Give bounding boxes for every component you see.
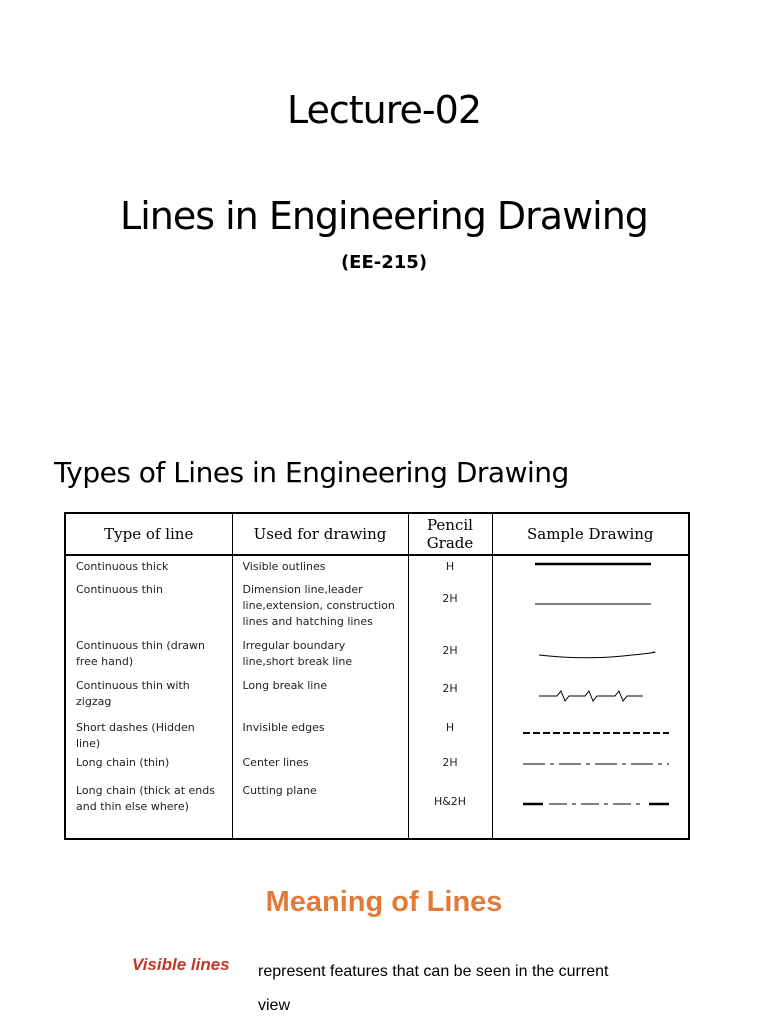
pencil-grade-cell: H <box>408 555 492 579</box>
continuous-thick-line-sample <box>493 558 689 578</box>
zigzag-line-sample <box>493 684 689 708</box>
header-used-for-drawing: Used for drawing <box>232 514 408 555</box>
header-pencil-grade: Pencil Grade <box>408 514 492 555</box>
line-type-cell: Continuous thin <box>76 583 163 596</box>
table-row <box>66 717 688 752</box>
line-use-cell: Irregular boundary line,short break line <box>232 635 408 675</box>
pencil-grade-cell: 2H <box>408 579 492 635</box>
pencil-grade-cell: H&2H <box>408 780 492 838</box>
line-types-table <box>64 512 690 840</box>
cutting-plane-line-sample <box>493 794 689 824</box>
visible-lines-description: represent features that can be seen in the current view <box>258 963 609 1014</box>
table-row <box>66 579 688 635</box>
course-code: (EE-215) <box>340 252 428 273</box>
main-title: Lines in Engineering Drawing <box>120 194 648 238</box>
sample-freehand <box>492 635 688 675</box>
pencil-grade-cell: 2H <box>408 675 492 717</box>
freehand-line-sample <box>493 643 689 667</box>
line-type-cell: Long chain (thick at ends and thin else where) <box>76 784 215 813</box>
table-row <box>66 752 688 780</box>
sample-continuous-thick <box>492 555 688 579</box>
sample-continuous-thin <box>492 579 688 635</box>
pencil-grade-cell: 2H <box>408 635 492 675</box>
sample-dashes <box>492 717 688 752</box>
line-use-cell: Center lines <box>232 752 408 780</box>
lecture-title: Lecture-02 <box>287 88 481 132</box>
line-use-cell: Cutting plane <box>232 780 408 838</box>
line-use-cell: Long break line <box>232 675 408 717</box>
header-type-of-line: Type of line <box>66 514 232 555</box>
table-row <box>66 635 688 675</box>
table-header-row <box>66 514 688 555</box>
line-type-cell: Short dashes (Hidden line) <box>76 721 195 750</box>
meaning-heading: Meaning of Lines <box>265 886 503 918</box>
table-row <box>66 675 688 717</box>
long-chain-thin-line-sample <box>493 756 689 776</box>
line-use-cell: Dimension line,leader line,extension, construction lines and hatching lines <box>232 579 408 635</box>
sample-cutting-plane <box>492 780 688 838</box>
line-type-cell: Continuous thick <box>76 560 169 573</box>
pencil-grade-cell: 2H <box>408 752 492 780</box>
line-type-cell: Continuous thin with zigzag <box>76 679 190 708</box>
line-type-cell: Continuous thin (drawn free hand) <box>76 639 205 668</box>
table-row <box>66 555 688 579</box>
table-row <box>66 780 688 838</box>
continuous-thin-line-sample <box>493 592 689 622</box>
section-heading: Types of Lines in Engineering Drawing <box>54 456 569 489</box>
line-use-cell: Visible outlines <box>232 555 408 579</box>
visible-lines-term: Visible lines <box>132 955 230 974</box>
sample-long-chain-thin <box>492 752 688 780</box>
pencil-grade-cell: H <box>408 717 492 752</box>
line-use-cell: Invisible edges <box>232 717 408 752</box>
sample-zigzag <box>492 675 688 717</box>
line-type-cell: Long chain (thin) <box>76 756 170 769</box>
header-sample-drawing: Sample Drawing <box>492 514 688 555</box>
dashed-line-sample <box>493 725 689 745</box>
